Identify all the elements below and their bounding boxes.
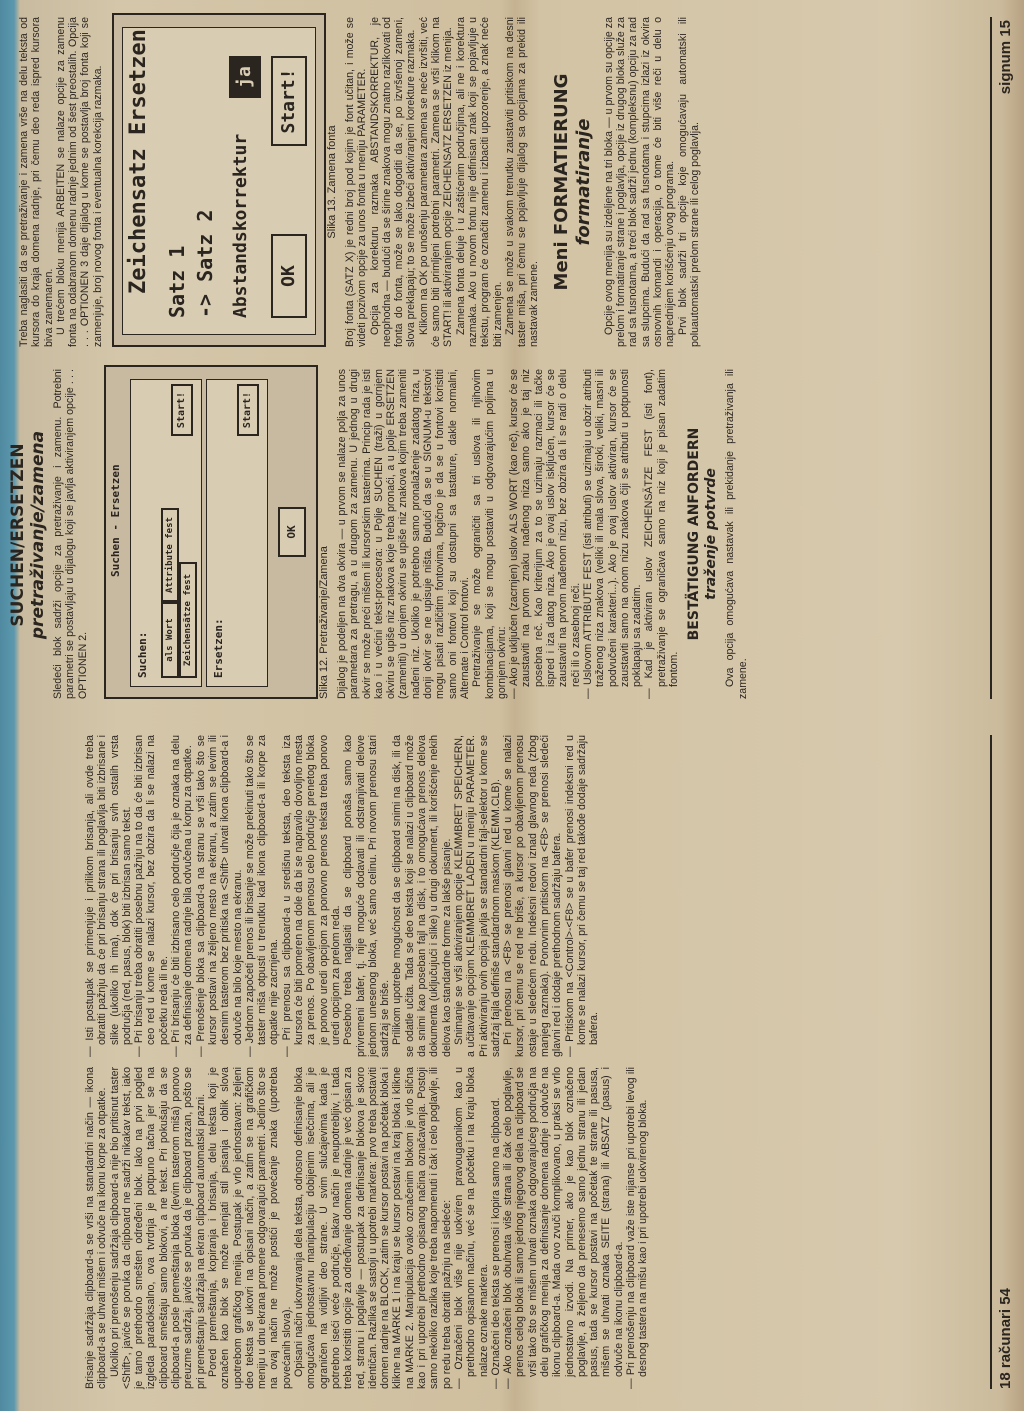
paragraph: Posebno treba naglasiti da se clipboard ponaša samo kao privremeni bafer, tj. nije moguće dodavati ili odstranjivati delove jednom unesenog bloka, već samo celinu. Pri novom prenosu stari sadržaj se briše. — [342, 735, 392, 1057]
list-item: — Ako označeni blok obuhvata više strana ili čak celo poglavlje, prenos celog bloka ili samo jednog njegovog dela na clipboard se vrši tako što se mišem uhvati oznaka odgovarajućeg područja na delu grafičkog menija za definisanje domena radnje i odvuče na ikonu clipboard-a. Mada ovo zvuči komplikovano, u praksi se vrlo jednostavno izvodi. Na primer, ako je kao blok označeno poglavlje, a željeno da prenesemo samo jednu stranu ili jedan pasus, tada se kursor postavi na početak te strane ili pasusa, mišem se uhvati oznaka SEITE (strana) ili ABSATZ (pasus) i odvuče na ikonu clipboard-a. — [502, 1067, 625, 1389]
list-item: — Pri prenosu sa clipboard-a u središnu teksta, deo teksta iza kursora će biti pomeren na dole da bi se napravilo dovoljno mesta za prenos. Po obavljenom prenosu celo područje prenetog bloka je ponovo uredi opcijom za ponovno prenos teksta treba ponovo uredi opcijom za prelom reda. — [280, 735, 342, 1057]
figure-13-caption: Slika 13. Zamena fonta — [326, 125, 338, 239]
ok-button[interactable]: OK — [271, 234, 307, 318]
left-col-2 — [84, 735, 954, 1057]
spacing-correction-label: Abstandskorrektur — [230, 133, 251, 318]
footer-rule — [990, 17, 992, 699]
paragraph: Opisani način ukovravanja dela teksta, odnosno definisanje bloka omogućava jednostavnu manipulaciju dobijenim isečcima, ali je ograničen na vidljivi deo strane. U svim slučajevima kada je potrebno iseći veće područje, takav način je neupotrebljiv, i tada treba koristiti opcije za određivanje domena radnje je već opisan za red, stranu i poglavlje — postupak za definisanje blokova je skoro identičan. Razlika se sastoji u upotrebi markera: prvo treba postaviti domen radnje na BLOCK, zatim se kursor postavi na početak bloka i klikne na MARKE 1 i na kraju se kursor postavi na kraj bloka i klikne na MARKE 2. Manipulacija ovako označenim blokom je vrlo slična kao i pri upotrebi prethodno opisanog načina označavanja. Postoji samo nekoliko razlika koje treba napomenuti i čak i celo poglavlje, ili po redu treba obratiti pažnju na sledeće: — [293, 1067, 453, 1389]
list-item: — Pri brisanju treba obratiti posebnu pažnju na to da će biti izbrisan ceo red u kome se nalazi kursor, bez obzira da li se nalazi na početku reda ili ne. — [133, 735, 170, 1057]
paragraph: Pretraživanje se može ograničiti sa tri uslova ili njihovim kombinacijama, koji se mogu postaviti u odgovarajućim poljima u gornjem okviru: — [471, 369, 508, 699]
right-col-2-top — [18, 17, 104, 347]
heading-subtitle: pretraživanje/zamena — [28, 430, 48, 640]
paragraph: Zamena se može u svakom trenutku zaustaviti pritiskom na desni taster miša, pri čemu se pojavljuje dijalog sa opcijama za prekid ili nastavak zamene. — [503, 17, 541, 347]
list-item: — Ako je uključen (zacrnjen) uslov ALS WORT (kao reč), kursor će se zaustaviti na prvom znaku nađenog niza samo ako je taj niz posebna reč. Kao kriterijum za to se uzimaju razmaci ili tačke ispred i iza datog niza. Ako je ovaj uslov isključen, kursor će se zaustaviti na prvom nađenom nizu, bez obzira da li se radi o delu reči ili o zasebnoj reči. — [508, 369, 582, 699]
heading-subtitle: formatiranje — [572, 118, 594, 246]
paragraph: Dijalog je podeljen na dva okvira — u prvom se nalaze polja za unos parametara za pretragu, a u drugom za zamenu. U jednog u drugi okvir se može preći mišem ili kursorskim tasterima. Princip rada je isti kao i u većini tekst-procesora: u Polje SUCHEN (traži) u gornjem okviru se upiše niz znakova koje treba pronaći, a u polje ERSETZEN (zameniti) u donjem okviru se upiše niz znakova kojim treba zameniti nađeni niz. Ukoliko je potrebno samo pronalaženje zadatog niza, u donji okvir se ne upisuje ništa. Budući da se u SIGNUM-u tekstovi mogu pisati različitim fontovima, logično je da se u fontovi koristiti samo oni fontovi koji su dostupni sa tastature, dakle normalni, Alternate i Control fontovi. — [336, 369, 471, 699]
list-item: — Prenošenje bloka sa clipboard-a na stranu se vrši tako što se kursor postavi na željeno mesto na ekranu, a zatim se levim ili desnim tasterom bez pritiska na <Shift> uhvati ikona clipboard-a i odvuče na bilo koje mesto na ekranu. — [194, 735, 244, 1057]
start-replace-button[interactable]: Start! — [237, 384, 259, 436]
figure-13-dialog — [112, 13, 326, 347]
option-als-wort[interactable]: als Wort — [161, 602, 179, 678]
font-from-label: Satz 1 — [165, 245, 189, 318]
font-replace-box — [122, 27, 316, 335]
right-intro — [52, 369, 96, 699]
replace-label: Ersetzen: — [212, 618, 225, 678]
list-item: — Pri brisanju će biti izbrisano celo područje čija je oznaka na delu za definisanje domena radnje bila odvučena u korpu za otpatke. — [170, 735, 195, 1057]
list-item: — Pri prenošenju na clipboard važe iste nijanse pri upotrebi levog ili desnog tastera na mišu kao i pri upotrebi uokvirenog bloka. — [625, 1067, 650, 1389]
paragraph: Brisanje sadržaja clipboard-a se vrši na standardni način — ikona clipboard-a se uhvati mišem i odvuče na ikonu korpe za otpatke. — [84, 1067, 109, 1389]
list-item: — Uslovom ATTRIBUTE FEST (isti atributi) se uzimaju u obzir atributi traženog niza znakova (veliki ili mala slova, široki, veliki, masni ili podvučeni karakteri...). Ako je ovaj uslov aktiviran, kursor će se zaustaviti samo na onom nizu znakova čiji se atributi u potpunosti poklapaju sa zadatim. — [581, 369, 644, 699]
footer-rule — [990, 735, 992, 1389]
list-item: — Označeni deo teksta se prenosi i kopira samo na clipboard. — [489, 1097, 502, 1389]
paragraph: Snimanje se vrši aktiviranjem opcije KLEMMBRET SPEICHERN, a učitavanje opcijom KLEMMBRET LADEN u meniju PARAMETER. Pri aktiviranju ovih opcija javlja se standardni fajl-selektor u kome se sadržaj fajla definiše standardnom maskom (KLEMM.CLB). — [452, 735, 502, 1057]
paragraph: Pri prenosu na <F8> se prenosi glavni red u kome se nalazi kursor, pri čemu se red ne briše, a kursor po obavljenom prenosu ostaje u sledećem redu. Indeksni redovi iznad glavnog reda (zbog manjeg razmaka). Ponovnim pritiskom na <F8> se prenosi sledeći glavni red i dodaje prethodnom sadržaju bafera. — [502, 735, 564, 1057]
start-button[interactable]: Start! — [271, 56, 307, 146]
paragraph: Klikom na OK po unošenju parametara zamena se neće izvršiti, već će samo biti primljeni potrebni parametri. Zamena se vrši klikom na START! ili aktiviranjem opcije ZEICHENSATZ ERSETZEN iz menija. — [417, 17, 455, 347]
right-page — [0, 0, 1024, 705]
figure-12-caption: Slika 12. Pretraživanje/Zamena — [318, 546, 330, 699]
paragraph: Opcija za korekturu razmaka ABSTANDSKORREKTUR, je neophodna — budući da se širine znakova mogu znatno razlikovati od fonta do fonta, može se lako dogoditi da se, po izvršenoj zameni, slova preklapaju; to se može izbeći aktiviranjem korekture razmaka. — [368, 17, 418, 347]
paragraph: Ukoliko pri prenošenju sadržaja clipboard-a nije bio pritisnut taster <Shift>, javiće se poruka da clipboard ne sadrži nikakav tekst, iako je tamo prethodno smešten određeni blok. Iako na prvi pogled izgleda paradoksalno, ova tvrdnja je potpuno tačna jer se na clipboard smeštaju samo blokovi, a ne tekst. Pri pokušaju da se clipboard-a posle premeštanja bloka (levim tasterom miša) ponovo preuzme sadržaj, javiće se poruka da je clipboard prazan, pošto se pri premeštanju sadržaja na ekran clipboard automatski prazni. — [108, 1067, 207, 1389]
paragraph: Sledeći blok sadrži opcije za pretraživanje i zamenu. Potrebni parametri se postavljaju u dijalogu koji se javlja aktiviranjem opcije . . . OPTIONEN 2. — [52, 369, 89, 699]
paragraph: Prvi blok sadrži tri opcije koje omogućavaju automatski ili poluautomatski prelom strane ili celog poglavlja. — [676, 17, 701, 347]
font-to-label: -> Satz 2 — [193, 209, 217, 318]
option-attribute-fest[interactable]: Attribute fest — [161, 508, 179, 602]
section-heading — [551, 17, 595, 347]
section-heading — [8, 365, 48, 705]
left-page — [0, 721, 1024, 1411]
paragraph: Zamena fonta deluje i u zaštićenim područjima, ali ne i korektura razmaka. Ako u novom fontu nije definisan znak koji se pojavljuje u tekstu, program će označiti zamenu i izbaciti upozorenje, a znak neće biti zamenjen. — [454, 17, 504, 347]
heading-title: BESTÄTIGUNG ANFORDERN — [686, 427, 703, 641]
option-zeichensaetze-fest[interactable]: Zeichensätze fest — [179, 562, 197, 678]
paragraph: Treba naglasiti da se pretraživanje i zamena vrše na delu teksta od kursora do kraja domena radnje, pri čemu deo reda ispred kursora biva zanemaren. — [18, 17, 55, 347]
page-number-left: 18 računari 54 — [996, 1288, 1014, 1389]
dialog-title: Suchen - Ersetzen — [109, 464, 122, 577]
left-col-1 — [84, 1067, 954, 1389]
list-item: — Isti postupak se primenjuje i prilikom brisanja, ali ovde treba obratiti pažnju da će pri brisanju strana ili poglavlja biti izbrisane i slike (ukoliko ih ima), dok će pri brisanju svih ostalih vrsta područja (red, pasus, blok) biti izbrisan samo tekst. — [84, 735, 133, 1057]
section-heading — [686, 369, 720, 699]
ok-button[interactable]: OK — [278, 507, 306, 557]
list-item: — Pritiskom na <Control>-<F8> se u bafer prenosi indeksni red u kome se nalazi kursor, pri čemu se taj red takođe dodaje sadržaju bafera. — [563, 735, 601, 1057]
replace-box — [206, 379, 268, 687]
start-search-button[interactable]: Start! — [171, 384, 193, 436]
heading-subtitle: traženje potvrde — [703, 468, 720, 600]
page-number-right: signum 15 — [996, 20, 1014, 95]
figure-12-dialog — [104, 365, 318, 699]
paragraph: Prilikom upotrebe mogućnost da se clipboard snimi na disk, ili da se odatle učita. Tada se deo teksta koji se nalazi u clipboard može da snimi kao poseban fajl na disk, i to omogućava prenos delova dokumenta (uključujući i slike) u drugi dokument, ili korišćenje nekih delova kao standardne forme za lakše pisanje. — [391, 735, 453, 1057]
right-col-1 — [336, 369, 892, 699]
heading-title: SUCHEN/ERSETZEN — [8, 443, 28, 627]
heading-title: Meni FORMATIERUNG — [550, 73, 572, 291]
dialog-title: Zeichensatz Ersetzen — [126, 29, 151, 294]
paragraph: Opcije ovog menija su izdeljene na tri bloka — u prvom su opcije za prelom i formatiranje strane i poglavlja, opcije iz drugog bloka služe za rad sa fusnotama, a treći blok sadrži jednu (kompleksnu) opciju za rad sa slupcima. Budući da rad sa fusnotama i stupcima izlazi iz okvira osnovnih komandi i operacija, o tome će biti više reči u delu o naprednijem korišćenju ovog programa. — [602, 17, 677, 347]
list-item: — Kad je aktiviran uslov ZEICHENSÄTZE FEST (isti font), pretraživanje se ograničava samo na niz koji je pisan zadatim fontom. — [643, 369, 681, 699]
search-label: Suchen: — [136, 631, 149, 678]
list-item: — Označeni blok više nije uokviren pravougaonikom kao u prethodno opisanom načinu, već se na početku i na kraju bloka nalaze oznake markera. — [452, 1067, 490, 1389]
right-col-2 — [344, 17, 892, 347]
paragraph: Pored premeštanja, kopiranja i brisanja, delu teksta koji je označen kao blok se može menjati stil pisanja i oblik slova upotrebom grafičkog menija. Postupak je vrlo jednostavan: željeni deo teksta se ukovri na opisani način, a zatim se na grafičkom meniju u dnu ekrana promene odgovarajući parametri. Jedino što se na ovaj način ne može postići je povećanje znaka (upotreba povećanih slova). — [206, 1067, 293, 1389]
list-item: — Jednom započeti prenos ili brisanje se može prekinuti tako što se taster miša otpusti u trenutku kad ikona clipboard-a ili korpe za otpatke nije zacrnjena. — [243, 735, 281, 1057]
search-box — [130, 379, 202, 687]
spacing-correction-toggle[interactable]: ja — [229, 56, 261, 98]
paragraph: U trećem bloku menija ARBEITEN se nalaze opcije za zamenu fonta na odabranom domenu radnje jednim od šest preostalih. Opcija . . . OPTIONEN 3 daje dijalog u kome se postavlja broj fonta koji se zamenjuje, broj novog fonta i eventualna korekcija razmaka. — [54, 17, 104, 347]
paragraph: Broj fonta (SATZ X) je redni broj pod kojim je font učitan, i može se videti pozivom opcije za unos fonta u meniju PARAMETER. — [344, 17, 369, 347]
paragraph: Ova opcija omogućava nastavak ili prekidanje pretraživanja ili zamene. — [724, 369, 749, 699]
